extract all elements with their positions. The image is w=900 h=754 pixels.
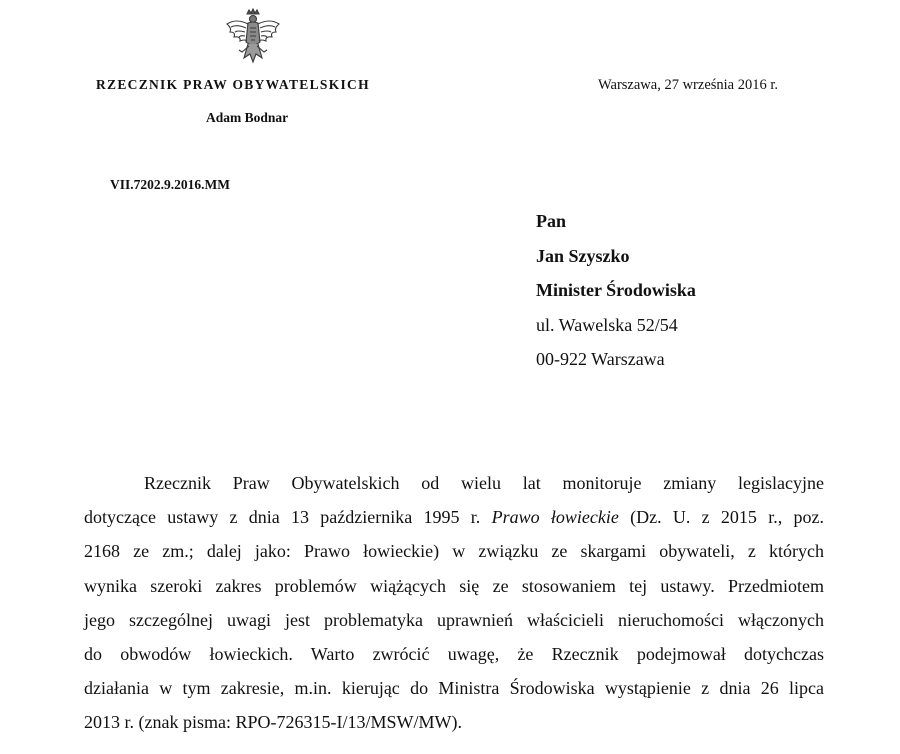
official-name: Adam Bodnar — [206, 110, 289, 125]
body-text: dotyczące ustawy z dnia 13 października 1995 r. — [84, 507, 492, 528]
addressee-street: ul. Wawelska 52/54 — [536, 314, 678, 335]
body-line — [84, 500, 824, 534]
body-line: działania w tym zakresie, m.in. kierując do Ministra Środowiska wystąpienie z dnia 26 lipca — [84, 678, 824, 699]
place-and-date: Warszawa, 27 września 2016 r. — [598, 77, 779, 93]
body-line: Rzecznik Praw Obywatelskich od wielu lat monitoruje zmiany legislacyjne — [144, 473, 824, 493]
addressee-salutation: Pan — [536, 211, 567, 231]
addressee-position: Minister Środowiska — [536, 280, 696, 300]
body-line: wynika szeroki zakres problemów wiążących się ze stosowaniem tej ustawy. Przedmiotem — [84, 575, 824, 596]
body-text: (Dz. U. z 2015 r., poz. — [618, 507, 824, 528]
body-line: do obwodów łowieckich. Warto zwrócić uwagę, że Rzecznik podejmował dotychczas — [84, 643, 824, 664]
addressee-city: 00-922 Warszawa — [536, 349, 665, 369]
letter-body-paragraph — [84, 466, 824, 740]
act-title-italic: Prawo łowieckie — [491, 507, 619, 528]
body-line: jego szczególnej uwagi jest problematyka uprawnień właścicieli nieruchomości włączonych — [84, 609, 824, 630]
body-line: 2013 r. (znak pisma: RPO-726315-I/13/MSW/MW). — [84, 712, 462, 733]
body-line: 2168 ze zm.; dalej jako: Prawo łowieckie) w związku ze skargami obywateli, z których — [84, 541, 824, 562]
reference-number: VII.7202.9.2016.MM — [110, 177, 230, 192]
addressee-name: Jan Szyszko — [536, 245, 630, 266]
polish-eagle-emblem-icon — [224, 8, 282, 70]
addressee-block — [536, 208, 696, 381]
office-name: RZECZNIK PRAW OBYWATELSKICH — [96, 77, 370, 92]
